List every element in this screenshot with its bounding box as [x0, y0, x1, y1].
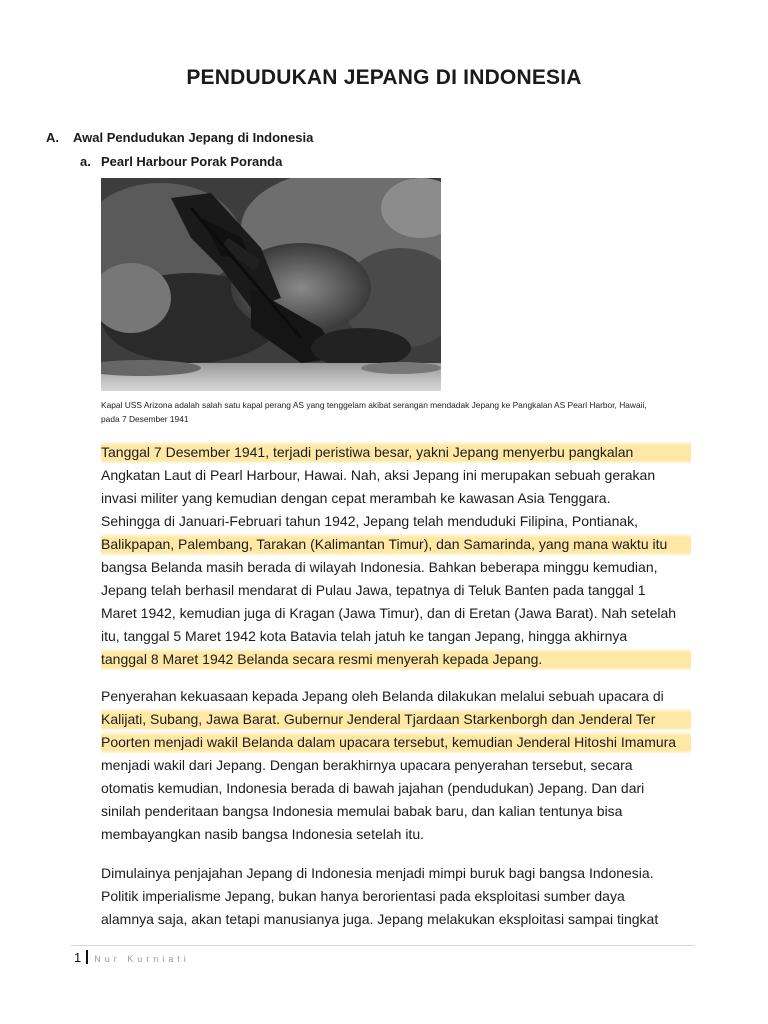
- page-number: 1: [74, 950, 82, 965]
- paragraph-line: bangsa Belanda masih berada di wilayah Indonesia. Bahkan beberapa minggu kemudian,: [101, 559, 658, 575]
- paragraph-line: Penyerahan kekuasaan kepada Jepang oleh Belanda dilakukan melalui sebuah upacara di: [101, 688, 664, 704]
- paragraph-line: menjadi wakil dari Jepang. Dengan berakhirnya upacara penyerahan tersebut, secara: [101, 757, 633, 773]
- caption-line: pada 7 Desember 1941: [101, 414, 189, 424]
- subsection-heading-a: [80, 154, 282, 169]
- caption-line: Kapal USS Arizona adalah salah satu kapal perang AS yang tenggelam akibat serangan mendadak Jepang ke Pangkalan AS Pearl Harbor, Hawaii,: [101, 400, 647, 410]
- paragraph-line: otomatis kemudian, Indonesia berada di bawah jajahan (pendudukan) Jepang. Dan dari: [101, 780, 645, 796]
- paragraph-line: Poorten menjadi wakil Belanda dalam upacara tersebut, kemudian Jenderal Hitoshi Imamura: [101, 731, 691, 754]
- paragraph-3: [101, 862, 691, 931]
- paragraph-line: Kalijati, Subang, Jawa Barat. Gubernur Jenderal Tjardaan Starkenborgh dan Jenderal Ter: [101, 708, 691, 731]
- subsection-title: Pearl Harbour Porak Poranda: [101, 154, 283, 169]
- paragraph-line: alamnya saja, akan tetapi manusianya juga. Jepang melakukan eksploitasi sampai tingkat: [101, 911, 659, 927]
- author-name: Nur Kurniati: [94, 954, 190, 964]
- paragraph-line: itu, tanggal 5 Maret 1942 kota Batavia telah jatuh ke tangan Jepang, hingga akhirnya: [101, 628, 628, 644]
- paragraph-line: Balikpapan, Palembang, Tarakan (Kalimantan Timur), dan Samarinda, yang mana waktu itu: [101, 533, 691, 556]
- section-marker: A.: [46, 130, 59, 145]
- paragraph-line: invasi militer yang kemudian dengan cepat merambah ke kawasan Asia Tenggara.: [101, 490, 611, 506]
- subsection-marker: a.: [80, 154, 91, 169]
- paragraph-line: Maret 1942, kemudian juga di Kragan (Jawa Timur), dan di Eretan (Jawa Barat). Nah setelah: [101, 605, 677, 621]
- paragraph-line: Tanggal 7 Desember 1941, terjadi peristiwa besar, yakni Jepang menyerbu pangkalan: [101, 441, 691, 464]
- footer-divider: [71, 945, 695, 946]
- paragraph-line: Politik imperialisme Jepang, bukan hanya berorientasi pada eksploitasi sumber daya: [101, 888, 625, 904]
- paragraph-1: [101, 441, 691, 671]
- photo-caption: [101, 398, 701, 426]
- paragraph-line: Dimulainya penjajahan Jepang di Indonesia menjadi mimpi buruk bagi bangsa Indonesia.: [101, 865, 654, 881]
- paragraph-2: [101, 685, 691, 846]
- paragraph-line: sinilah penderitaan bangsa Indonesia memulai babak baru, dan kalian tentunya bisa: [101, 803, 623, 819]
- paragraph-line: tanggal 8 Maret 1942 Belanda secara resmi menyerah kepada Jepang.: [101, 648, 691, 671]
- paragraph-line: Jepang telah berhasil mendarat di Pulau Jawa, tepatnya di Teluk Banten pada tanggal 1: [101, 582, 646, 598]
- section-title: Awal Pendudukan Jepang di Indonesia: [73, 130, 314, 145]
- section-heading-a: [46, 130, 313, 145]
- paragraph-line: Angkatan Laut di Pearl Harbour, Hawai. Nah, aksi Jepang ini merupakan sebuah gerakan: [101, 467, 656, 483]
- paragraph-line: Sehingga di Januari-Februari tahun 1942, Jepang telah menduduki Filipina, Pontianak,: [101, 513, 639, 529]
- page-title: PENDUDUKAN JEPANG DI INDONESIA: [186, 66, 582, 89]
- uss-arizona-photo: [101, 178, 441, 391]
- page-footer: [74, 950, 190, 965]
- footer-separator: [86, 950, 88, 964]
- paragraph-line: membayangkan nasib bangsa Indonesia setelah itu.: [101, 826, 424, 842]
